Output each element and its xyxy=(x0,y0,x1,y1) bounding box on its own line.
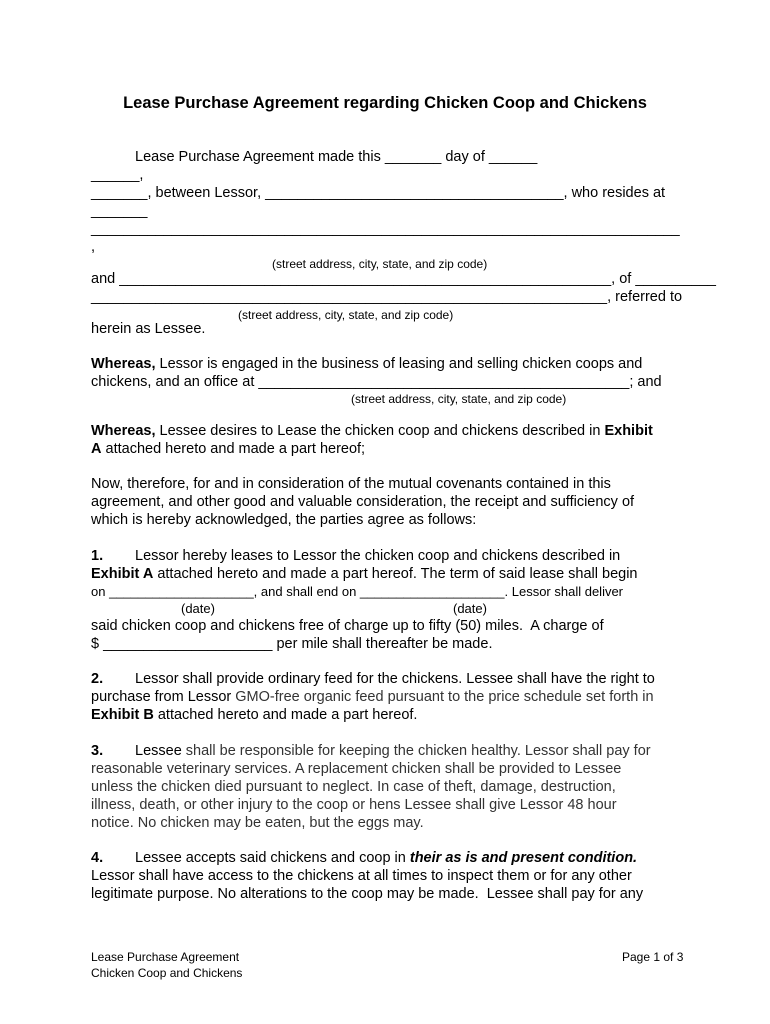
section-1-line-1: Lessor hereby leases to Lessor the chicken coop and chickens described in xyxy=(135,548,621,564)
footer-left-line-1: Lease Purchase Agreement xyxy=(91,950,240,964)
whereas-2-line-1 xyxy=(91,422,653,440)
whereas-2-text-2: attached hereto and made a part hereof; xyxy=(101,441,366,457)
footer-page-number: Page 1 of 3 xyxy=(622,950,684,964)
date-note-1: (date) xyxy=(181,601,215,616)
whereas-1-bold: Whereas, xyxy=(91,356,156,372)
section-4-number: 4. xyxy=(91,850,104,866)
section-1-line-5: $ _____________________ per mile shall thereafter be made. xyxy=(91,636,493,652)
section-2-line-2 xyxy=(91,688,654,706)
section-3-line-5: notice. No chicken may be eaten, but the eggs may. xyxy=(91,815,424,831)
section-2-text-3: attached hereto and made a part hereof. xyxy=(153,707,418,723)
intro-line-8: ________________________________________________________________, referred to xyxy=(91,289,683,305)
section-4-emphasis: their as is and present condition. xyxy=(409,850,638,866)
whereas-1-text: Lessor is engaged in the business of leasing and selling chicken coops and xyxy=(155,356,643,372)
section-3-number: 3. xyxy=(91,743,104,759)
section-2-text-2b: GMO-free organic feed pursuant to the price schedule set forth in xyxy=(235,689,654,705)
whereas-2-exhibit-letter: A xyxy=(91,441,102,457)
now-line-2: agreement, and other good and valuable consideration, the receipt and sufficiency of xyxy=(91,494,635,510)
section-1-line-4: said chicken coop and chickens free of charge up to fifty (50) miles. A charge of xyxy=(91,618,604,634)
section-2-line-3 xyxy=(91,706,417,724)
document-title: Lease Purchase Agreement regarding Chicken Coop and Chickens xyxy=(123,94,647,112)
date-note-2: (date) xyxy=(453,601,487,616)
intro-line-6: , xyxy=(91,239,96,255)
whereas-1-line-1 xyxy=(91,355,642,373)
section-2-text-2a: purchase from Lessor xyxy=(91,689,236,705)
now-line-1: Now, therefore, for and in consideration of the mutual covenants contained in this xyxy=(91,476,611,492)
section-4-line-1 xyxy=(135,849,637,867)
section-4-line-2: Lessor shall have access to the chickens at all times to inspect them or for any other xyxy=(91,868,632,884)
section-3-text-1a: Lessee xyxy=(135,743,186,759)
intro-line-4: _______ xyxy=(91,203,148,219)
section-4-line-3: legitimate purpose. No alterations to the coop may be made. Lessee shall pay for any xyxy=(91,886,644,902)
section-3-line-2: reasonable veterinary services. A replacement chicken shall be provided to Lessee xyxy=(91,761,622,777)
address-note-1: (street address, city, state, and zip code) xyxy=(272,257,488,271)
section-1-line-2 xyxy=(91,565,638,583)
section-3-line-4: illness, death, or other injury to the coop or hens Lessee shall give Lessor 48 hour xyxy=(91,797,617,813)
section-2-line-1: Lessor shall provide ordinary feed for the chickens. Lessee shall have the right to xyxy=(135,671,655,687)
address-note-3: (street address, city, state, and zip code) xyxy=(351,392,567,406)
now-line-3: which is hereby acknowledged, the parties agree as follows: xyxy=(91,512,477,528)
whereas-2-line-2 xyxy=(91,440,365,458)
intro-line-9: herein as Lessee. xyxy=(91,321,206,337)
whereas-2-bold: Whereas, xyxy=(91,423,156,439)
whereas-2-exhibit: Exhibit xyxy=(604,423,653,439)
section-1-exhibit: Exhibit A xyxy=(91,566,154,582)
intro-line-3: _______, between Lessor, _____________________________________, who resides at xyxy=(91,185,666,201)
section-4-text-1a: Lessee accepts said chickens and coop in xyxy=(135,850,410,866)
section-3-line-1 xyxy=(135,742,651,760)
intro-line-5: _________________________________________________________________________ xyxy=(91,221,680,237)
section-1-number: 1. xyxy=(91,548,104,564)
section-3-line-3: unless the chicken died pursuant to neglect. In case of theft, damage, destruction, xyxy=(91,779,616,795)
intro-line-2: ______, xyxy=(91,167,144,183)
address-note-2: (street address, city, state, and zip code) xyxy=(238,308,454,322)
intro-line-7: and _____________________________________________________________, of __________ xyxy=(91,271,716,287)
section-2-exhibit: Exhibit B xyxy=(91,707,154,723)
section-3-text-1b: shall be responsible for keeping the chicken healthy. Lessor shall pay for xyxy=(185,743,651,759)
section-2-number: 2. xyxy=(91,671,104,687)
whereas-1-line-2: chickens, and an office at ______________________________________________; and xyxy=(91,374,662,390)
whereas-2-text: Lessee desires to Lease the chicken coop and chickens described in xyxy=(155,423,605,439)
footer-left-line-2: Chicken Coop and Chickens xyxy=(91,966,243,980)
intro-line-1: Lease Purchase Agreement made this _______ day of ______ xyxy=(135,149,538,165)
section-1-text-2: attached hereto and made a part hereof. The term of said lease shall begin xyxy=(153,566,638,582)
section-1-line-3: on ____________________, and shall end on ____________________. Lessor shall deliver xyxy=(91,584,624,599)
